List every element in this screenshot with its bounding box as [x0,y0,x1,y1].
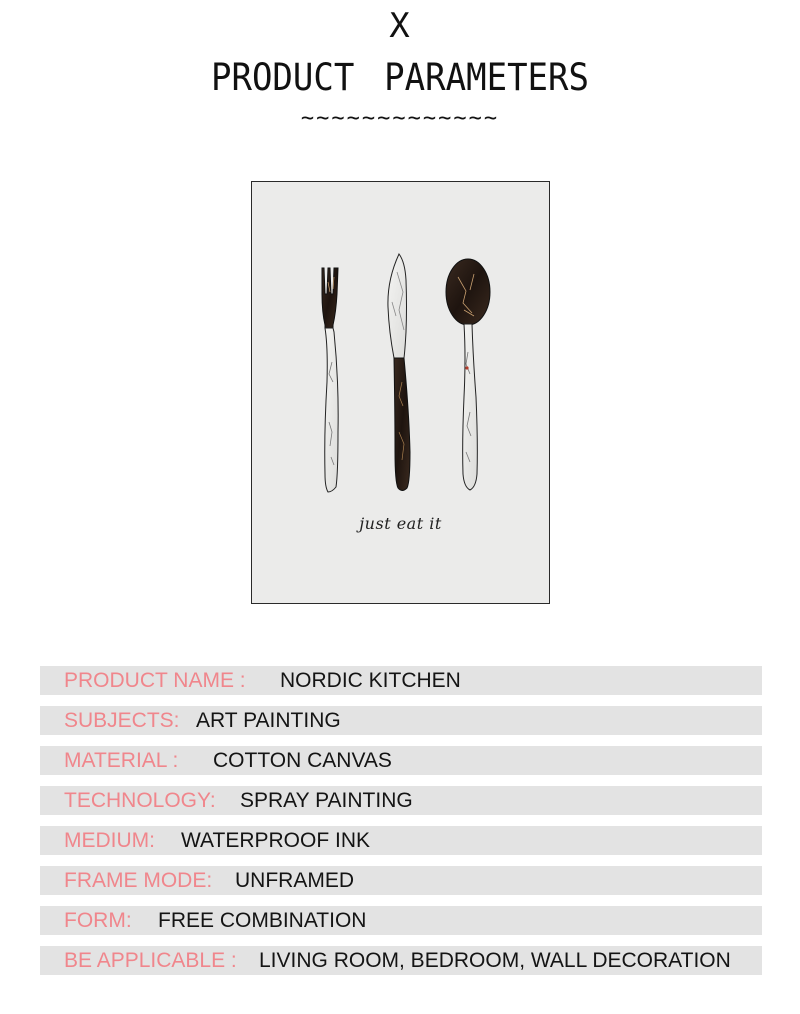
param-label: FRAME MODE: [64,869,213,892]
param-value: ART PAINTING [196,709,341,732]
param-label: SUBJECTS: [64,709,180,732]
param-value: NORDIC KITCHEN [280,669,461,692]
page-title: PRODUCT PARAMETERS [210,56,590,99]
cutlery-illustration [252,182,549,603]
param-row-medium [40,826,762,855]
param-row-technology [40,786,762,815]
spoon-icon [446,259,490,490]
param-label: MEDIUM: [64,829,155,852]
param-label: FORM: [64,909,132,932]
param-label: BE APPLICABLE : [64,949,237,972]
title-divider: ~~~~~~~~~~~~~ [300,106,500,131]
param-row-be-applicable [40,946,762,975]
param-value: UNFRAMED [235,869,354,892]
product-image [251,181,550,604]
param-row-material [40,746,762,775]
param-label: MATERIAL : [64,749,179,772]
poster-caption: just eat it [359,514,442,533]
header-mark: X [389,6,411,46]
param-value: WATERPROOF INK [181,829,370,852]
param-label: PRODUCT NAME : [64,669,246,692]
param-row-frame-mode [40,866,762,895]
param-row-product-name [40,666,762,695]
param-value: COTTON CANVAS [213,749,392,772]
fork-icon [322,268,338,492]
param-value: LIVING ROOM, BEDROOM, WALL DECORATION [259,949,731,972]
param-label: TECHNOLOGY: [64,789,216,812]
param-row-form [40,906,762,935]
param-row-subjects [40,706,762,735]
param-value: SPRAY PAINTING [240,789,413,812]
knife-icon [388,254,410,491]
param-value: FREE COMBINATION [158,909,367,932]
